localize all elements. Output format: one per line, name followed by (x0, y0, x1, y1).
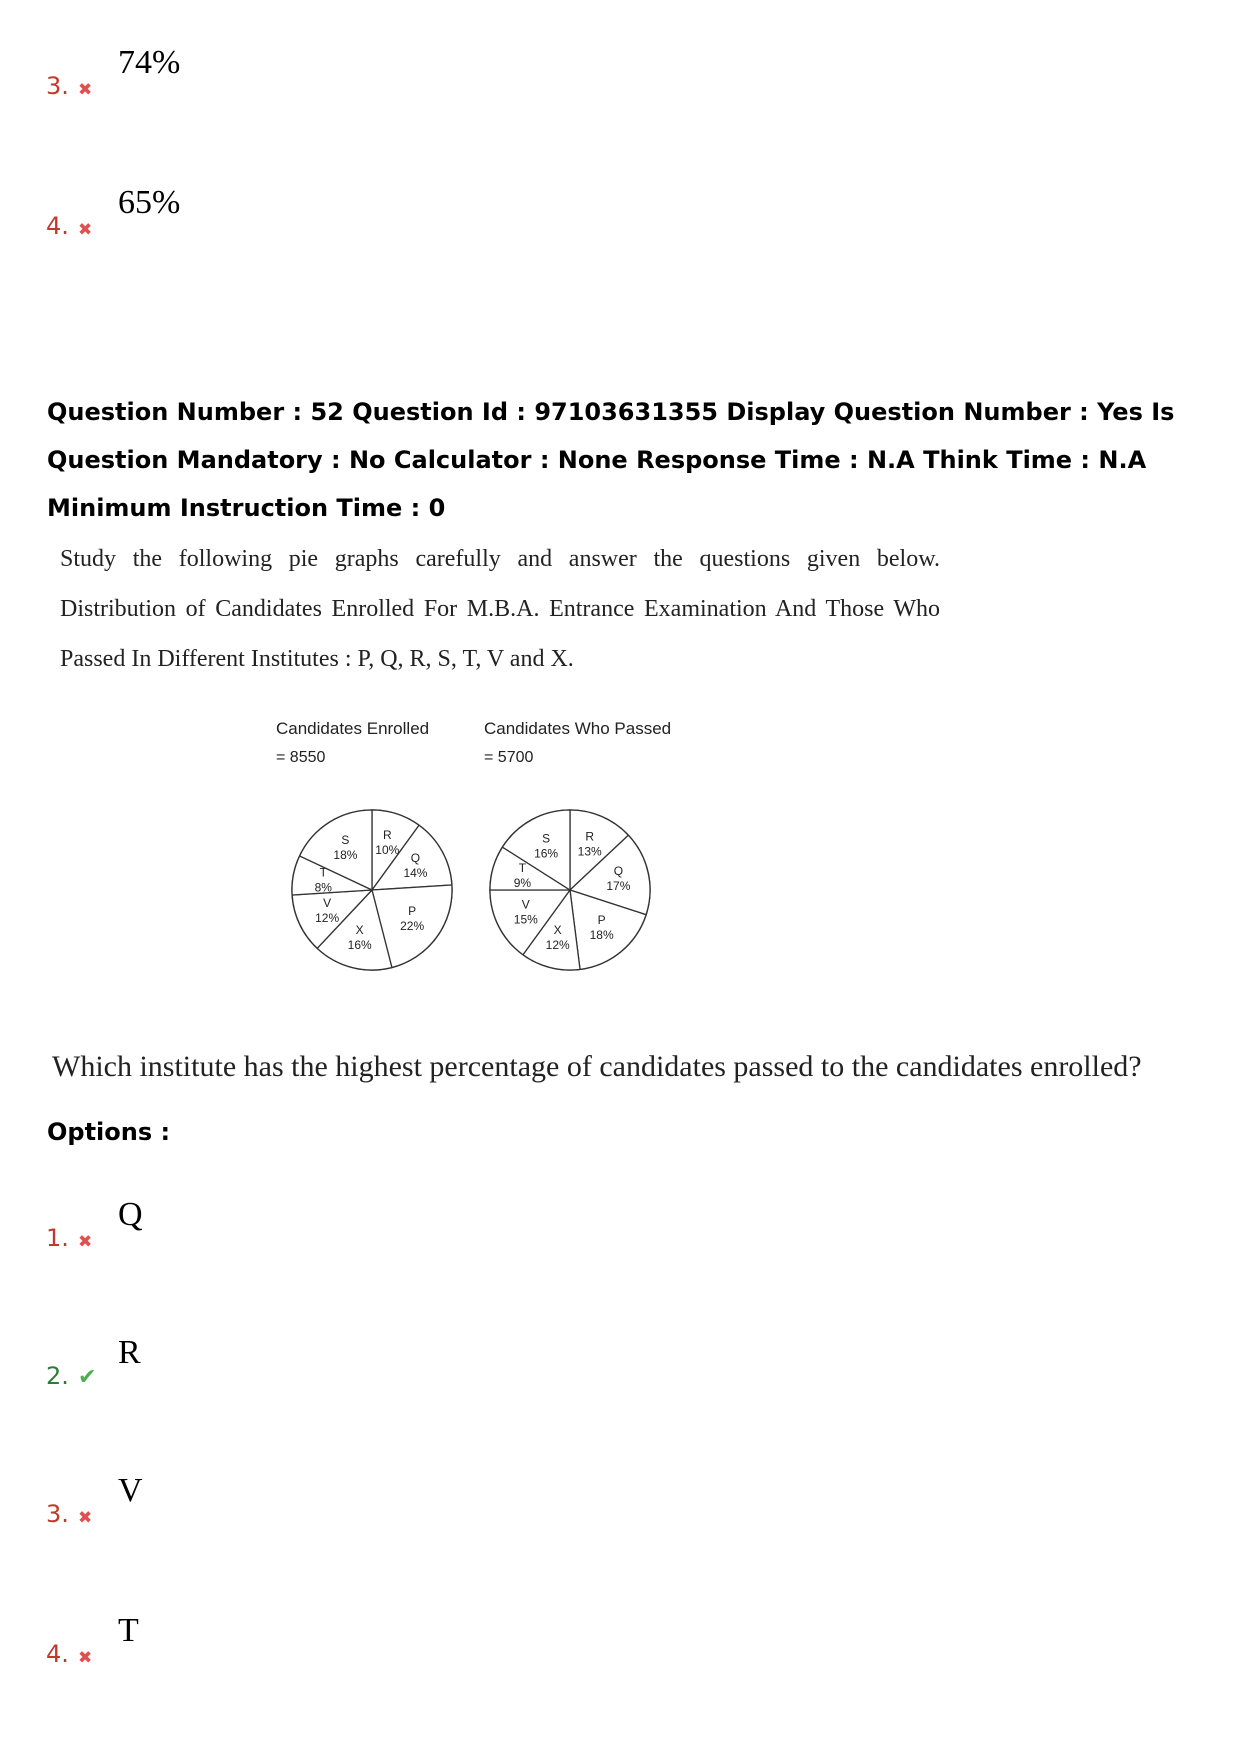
slice-category-label: V (323, 896, 332, 911)
wrong-cross-icon: ✖ (78, 1232, 93, 1252)
slice-value-label: 8% (314, 880, 332, 895)
slice-category-label: T (319, 865, 327, 880)
slice-value-label: 10% (375, 842, 400, 857)
slice-value-label: 16% (534, 846, 559, 861)
option-value: Q (118, 1196, 143, 1233)
option-value: R (118, 1334, 141, 1371)
slice-value-label: 15% (513, 912, 538, 927)
pie-total: = 5700 (484, 749, 534, 766)
wrong-cross-icon: ✖ (78, 1648, 93, 1668)
slice-category-label: S (341, 833, 350, 848)
slice-category-label: X (553, 923, 562, 938)
slice-value-label: 14% (403, 866, 428, 881)
slice-category-label: X (355, 923, 364, 938)
slice-category-label: R (585, 829, 595, 844)
slice-value-label: 16% (347, 938, 372, 953)
option-number: 1. (46, 1224, 69, 1252)
option-value: T (118, 1612, 139, 1649)
option-number: 4. (46, 212, 69, 240)
option-number: 4. (46, 1640, 69, 1668)
option-number: 3. (46, 1500, 69, 1528)
slice-category-label: Q (410, 851, 421, 866)
option-value: V (118, 1472, 143, 1509)
slice-value-label: 18% (333, 848, 358, 863)
question-meta: Question Number : 52 Question Id : 97103631355 Display Question Number : Yes Is Question Mandatory : No Calculator : None Response Time : N.A Think Time : N.A Minimum Instruction Time : 0 (47, 398, 1175, 522)
slice-value-label: 12% (315, 911, 340, 926)
option-2[interactable] (46, 1334, 141, 1390)
prev-option-4 (46, 184, 181, 240)
slice-value-label: 18% (589, 928, 614, 943)
option-1[interactable] (46, 1196, 143, 1252)
slice-category-label: T (518, 861, 527, 876)
question-stem: Study the following pie graphs carefully and answer the questions given below. Distribution of Candidates Enrolled For M.B.A. Entrance Examination And Those Who Passed In Different Institutes : P, Q, R, S, T, V and X. (60, 546, 940, 672)
options-label: Options : (47, 1118, 171, 1146)
pie-title: Candidates Who Passed (484, 719, 672, 738)
slice-value-label: 13% (577, 844, 602, 859)
pie-charts (260, 710, 680, 1020)
slice-value-label: 22% (400, 919, 425, 934)
pie-title: Candidates Enrolled (276, 719, 430, 738)
option-number: 2. (46, 1362, 69, 1390)
option-value: 74% (118, 44, 181, 81)
option-number: 3. (46, 72, 69, 100)
wrong-cross-icon: ✖ (78, 80, 93, 100)
wrong-cross-icon: ✖ (78, 220, 93, 240)
slice-value-label: 12% (545, 938, 570, 953)
prev-option-3 (46, 44, 181, 100)
slice-category-label: P (408, 904, 417, 919)
slice-category-label: P (597, 913, 606, 928)
question-text: Which institute has the highest percentage of candidates passed to the candidates enrolled? (52, 1050, 1142, 1083)
pie-total: = 8550 (276, 749, 326, 766)
correct-check-icon: ✔ (78, 1365, 97, 1390)
option-value: 65% (118, 184, 181, 221)
slice-category-label: R (382, 827, 392, 842)
wrong-cross-icon: ✖ (78, 1508, 93, 1528)
slice-value-label: 17% (606, 879, 631, 894)
option-3[interactable] (46, 1472, 143, 1528)
slice-value-label: 9% (513, 876, 532, 891)
slice-category-label: Q (613, 864, 624, 879)
option-4[interactable] (46, 1612, 139, 1668)
slice-category-label: V (521, 897, 530, 912)
slice-category-label: S (542, 831, 551, 846)
